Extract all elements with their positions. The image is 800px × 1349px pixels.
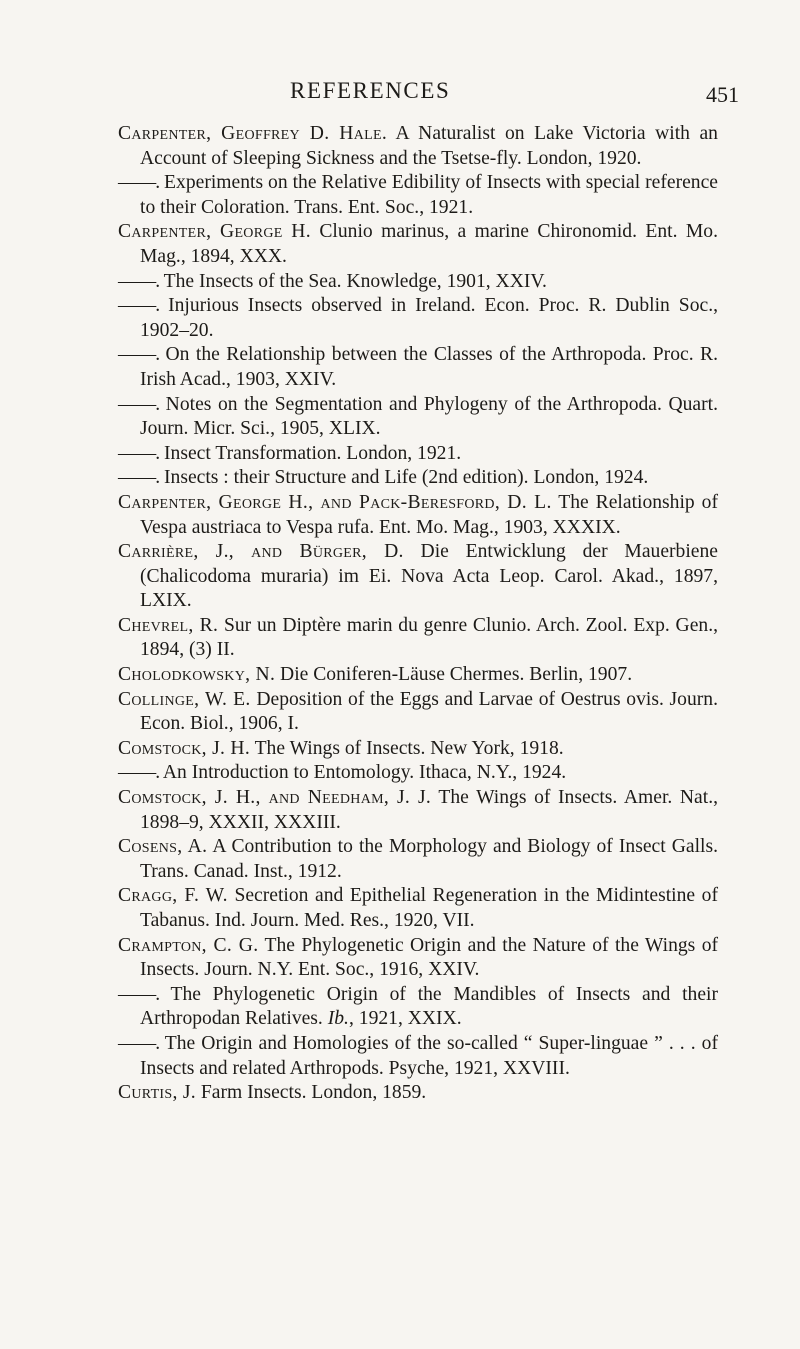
reference-text: The Wings of Insects. Amer. Nat., 1898–9, XXXII, XXXIII. xyxy=(140,787,718,833)
reference-text: Deposition of the Eggs and Larvae of Oestrus ovis. Journ. Econ. Biol., 1906, I. xyxy=(140,688,718,735)
reference-author: Crampton, C. G. xyxy=(118,934,259,956)
reference-text: The Origin and Homologies of the so-called “ Super-linguae ” . . . of Insects and related Arthropods. Psyche, 1921, XXVIII. xyxy=(140,1032,718,1079)
reference-author: Carpenter, George H. xyxy=(118,221,311,243)
running-head: REFERENCES xyxy=(290,78,451,103)
reference-author: Cholodkowsky, N. xyxy=(118,664,276,686)
reference-text: A Contribution to the Morphology and Biology of Insect Galls. Trans. Canad. Inst., 1912. xyxy=(140,836,718,882)
reference-text: A Naturalist on Lake Victoria with an Account of Sleeping Sickness and the Tsetse-fly. London, 1920. xyxy=(140,123,718,169)
reference-entry xyxy=(118,761,718,786)
reference-list xyxy=(118,122,718,1106)
reference-author: Cosens, A. xyxy=(118,836,208,858)
reference-italic-abbrev: Ib. xyxy=(327,1008,349,1030)
reference-text: Farm Insects. London, 1859. xyxy=(196,1082,427,1104)
reference-text: Die Entwicklung der Mauerbiene (Chalicodoma muraria) im Ei. Nova Acta Leop. Carol. Akad., 1897, LXIX. xyxy=(140,541,718,612)
reference-text: The Phylogenetic Origin of the Mandibles of Insects and their Arthropodan Relatives. xyxy=(140,983,718,1030)
reference-entry xyxy=(118,1032,718,1081)
reference-entry xyxy=(118,540,718,614)
reference-author-dash: ——. xyxy=(118,1032,160,1054)
reference-author-dash: ——. xyxy=(118,270,160,292)
reference-entry xyxy=(118,171,718,220)
reference-text: Sur un Diptère marin du genre Clunio. Arch. Zool. Exp. Gen., 1894, (3) II. xyxy=(140,614,718,661)
reference-author: Carpenter, Geoffrey D. Hale. xyxy=(118,123,388,144)
reference-entry xyxy=(118,884,718,933)
reference-author: Carpenter, George H., and Pack-Beresford, D. L. xyxy=(118,491,552,513)
page-number: 451 xyxy=(706,82,739,107)
reference-text: Notes on the Segmentation and Phylogeny of the Arthropoda. Quart. Journ. Micr. Sci., 1905, XLIX. xyxy=(140,393,718,440)
reference-author-dash: ——. xyxy=(118,762,160,784)
reference-author: Comstock, J. H. xyxy=(118,737,251,759)
reference-entry xyxy=(118,688,718,737)
reference-entry xyxy=(118,393,718,442)
reference-author: Carrière, J., and Bürger, D. xyxy=(118,541,404,563)
reference-author: Comstock, J. H., and Needham, J. J. xyxy=(118,787,432,809)
reference-entry xyxy=(118,122,718,171)
reference-author-dash: ——. xyxy=(118,295,160,317)
reference-entry xyxy=(118,442,718,467)
reference-entry xyxy=(118,614,718,663)
reference-entry xyxy=(118,466,718,491)
reference-entry xyxy=(118,220,718,269)
reference-entry xyxy=(118,737,718,762)
reference-entry xyxy=(118,934,718,983)
reference-author-dash: ——. xyxy=(118,393,160,415)
reference-entry xyxy=(118,835,718,884)
reference-entry xyxy=(118,343,718,392)
reference-text: Injurious Insects observed in Ireland. Econ. Proc. R. Dublin Soc., 1902–20. xyxy=(140,295,718,341)
reference-text: Clunio marinus, a marine Chironomid. Ent. Mo. Mag., 1894, XXX. xyxy=(140,221,718,267)
reference-text: Experiments on the Relative Edibility of Insects with special reference to their Coloration. Trans. Ent. Soc., 1921. xyxy=(140,172,718,218)
reference-author: Curtis, J. xyxy=(118,1082,196,1104)
reference-text: An Introduction to Entomology. Ithaca, N.Y., 1924. xyxy=(159,762,567,784)
reference-author-dash: ——. xyxy=(118,983,160,1005)
reference-text: Insect Transformation. London, 1921. xyxy=(159,442,462,464)
reference-entry xyxy=(118,786,718,835)
reference-author: Cragg, F. W. xyxy=(118,885,228,907)
reference-entry xyxy=(118,1081,718,1106)
reference-text: Insects : their Structure and Life (2nd edition). London, 1924. xyxy=(159,467,649,489)
reference-author-dash: ——. xyxy=(118,467,160,489)
reference-text: Secretion and Epithelial Regeneration in the Midintestine of Tabanus. Ind. Journ. Med. Res., 1920, VII. xyxy=(140,885,719,931)
reference-author-dash: ——. xyxy=(118,172,160,194)
reference-author: Chevrel, R. xyxy=(118,614,219,636)
reference-text: The Insects of the Sea. Knowledge, 1901, XXIV. xyxy=(159,270,547,292)
reference-text: The Relationship of Vespa austriaca to Vespa rufa. Ent. Mo. Mag., 1903, XXXIX. xyxy=(140,491,718,538)
reference-text: The Wings of Insects. New York, 1918. xyxy=(250,737,564,759)
reference-author-dash: ——. xyxy=(118,442,160,464)
reference-text-after: , 1921, XXIX. xyxy=(348,1008,462,1030)
reference-text: On the Relationship between the Classes of the Arthropoda. Proc. R. Irish Acad., 1903, XXIV. xyxy=(140,344,718,390)
reference-text: Die Coniferen-Läuse Chermes. Berlin, 1907. xyxy=(275,664,633,686)
reference-entry xyxy=(118,983,718,1032)
reference-entry xyxy=(118,294,718,343)
reference-author: Collinge, W. E. xyxy=(118,688,251,710)
page-header xyxy=(0,78,800,112)
reference-entry xyxy=(118,491,718,540)
reference-text: The Phylogenetic Origin and the Nature of the Wings of Insects. Journ. N.Y. Ent. Soc., 1916, XXIV. xyxy=(140,934,719,981)
reference-author-dash: ——. xyxy=(118,344,160,366)
reference-entry xyxy=(118,663,718,688)
reference-entry xyxy=(118,270,718,295)
